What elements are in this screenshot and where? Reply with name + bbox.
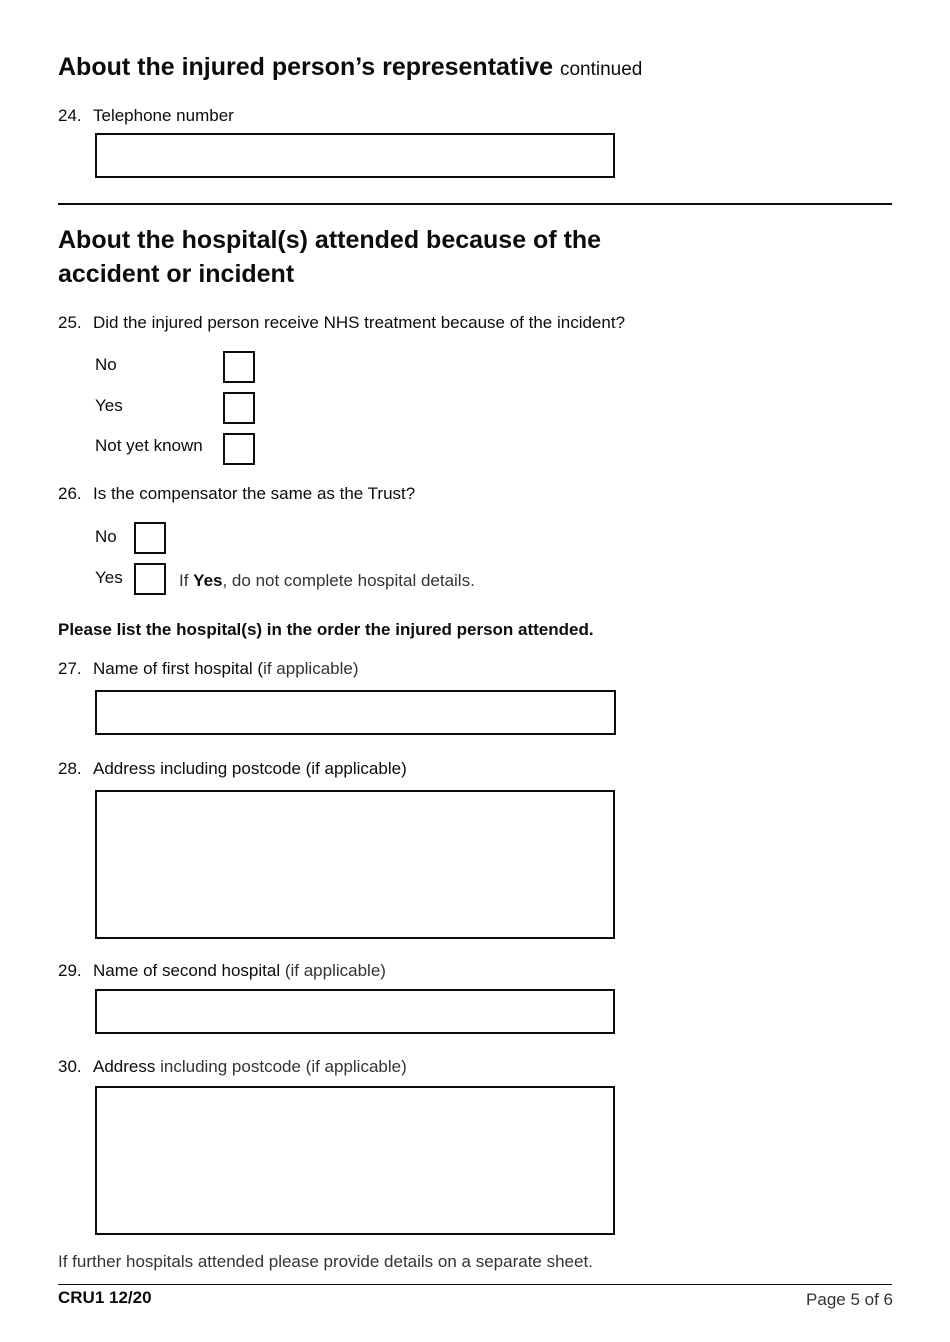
note-suffix: , do not complete hospital details. bbox=[222, 571, 475, 590]
footer-divider bbox=[58, 1284, 892, 1285]
section-divider bbox=[58, 203, 892, 205]
question-24 bbox=[58, 105, 234, 127]
telephone-number-input[interactable] bbox=[95, 133, 615, 178]
question-25 bbox=[58, 312, 625, 334]
compensator-same-no-checkbox[interactable] bbox=[134, 522, 166, 554]
hospital-order-instruction: Please list the hospital(s) in the order the injured person attended. bbox=[58, 620, 594, 639]
further-hospitals-note: If further hospitals attended please provide details on a separate sheet. bbox=[58, 1252, 593, 1271]
note-bold: Yes bbox=[193, 571, 223, 590]
question-qualifier: including postcode (if applicable) bbox=[160, 1057, 407, 1076]
option-label-yes: Yes bbox=[95, 568, 123, 587]
question-number: 24. bbox=[58, 106, 82, 125]
question-26 bbox=[58, 483, 415, 505]
section-heading-hospitals bbox=[58, 223, 601, 291]
question-label: Did the injured person receive NHS treatment because of the incident? bbox=[93, 313, 626, 332]
option-label-no: No bbox=[95, 355, 117, 374]
question-label: Address bbox=[93, 1057, 156, 1076]
question-number: 27. bbox=[58, 659, 82, 678]
question-30 bbox=[58, 1056, 407, 1078]
question-29 bbox=[58, 960, 386, 982]
question-number: 30. bbox=[58, 1057, 82, 1076]
section-heading-representative bbox=[58, 50, 642, 87]
nhs-treatment-no-checkbox[interactable] bbox=[223, 351, 255, 383]
compensator-yes-note bbox=[179, 570, 475, 592]
option-label-not-yet-known: Not yet known bbox=[95, 436, 203, 455]
question-label: Name of second hospital bbox=[93, 961, 281, 980]
continued-label: continued bbox=[559, 59, 643, 80]
nhs-treatment-not-yet-known-checkbox[interactable] bbox=[223, 433, 255, 465]
question-label: Name of first hospital ( bbox=[93, 659, 264, 678]
first-hospital-address-input[interactable] bbox=[95, 790, 615, 939]
question-label: Is the compensator the same as the Trust? bbox=[93, 484, 416, 503]
question-number: 28. bbox=[58, 759, 82, 778]
question-label: Address including postcode (if applicable) bbox=[93, 759, 407, 778]
question-qualifier: if applicable) bbox=[263, 659, 359, 678]
question-number: 29. bbox=[58, 961, 82, 980]
second-hospital-address-input[interactable] bbox=[95, 1086, 615, 1235]
question-qualifier: (if applicable) bbox=[284, 961, 386, 980]
question-number: 25. bbox=[58, 313, 82, 332]
section-title: About the injured person’s representative bbox=[58, 53, 554, 81]
question-number: 26. bbox=[58, 484, 82, 503]
section-title-line2: accident or incident bbox=[58, 260, 295, 288]
nhs-treatment-yes-checkbox[interactable] bbox=[223, 392, 255, 424]
note-prefix: If bbox=[179, 571, 194, 590]
page-number: Page 5 of 6 bbox=[806, 1290, 893, 1309]
option-label-yes: Yes bbox=[95, 396, 123, 415]
question-label: Telephone number bbox=[93, 106, 234, 125]
form-code: CRU1 12/20 bbox=[58, 1288, 152, 1307]
section-title-line1: About the hospital(s) attended because of the bbox=[58, 226, 602, 254]
option-label-no: No bbox=[95, 527, 117, 546]
first-hospital-name-input[interactable] bbox=[95, 690, 616, 735]
second-hospital-name-input[interactable] bbox=[95, 989, 615, 1034]
question-27 bbox=[58, 658, 359, 680]
question-28 bbox=[58, 758, 407, 780]
compensator-same-yes-checkbox[interactable] bbox=[134, 563, 166, 595]
